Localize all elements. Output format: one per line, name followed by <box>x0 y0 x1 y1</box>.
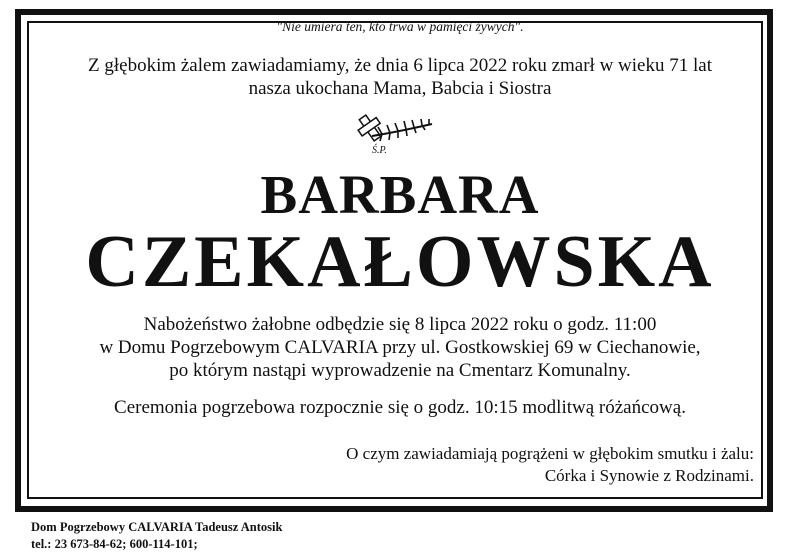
announcement-intro <box>0 54 800 100</box>
deceased-first-name: BARBARA <box>260 164 540 225</box>
funeral-home-phone: tel.: 23 673-84-62; 600-114-101; <box>31 537 198 551</box>
intro-line-2: nasza ukochana Mama, Babcia i Siostra <box>248 78 552 99</box>
service-line-3: po którym nastąpi wyprowadzenie na Cmentarz Komunalny. <box>169 360 631 381</box>
service-line-2: w Domu Pogrzebowym CALVARIA przy ul. Gostkowskiej 69 w Ciechanowie, <box>99 337 701 358</box>
funeral-home-footer <box>31 519 282 553</box>
deceased-surname: CZEKAŁOWSKA <box>85 221 715 303</box>
service-details <box>0 313 800 382</box>
cross-emblem <box>352 114 442 160</box>
closing-line-1: O czym zawiadamiają pogrążeni w głębokim smutku i żalu: <box>346 444 754 463</box>
closing-line-2: Córka i Synowie z Rodzinami. <box>544 466 754 485</box>
service-line-1: Nabożeństwo żałobne odbędzie się 8 lipca 2022 roku o godz. 11:00 <box>143 314 657 335</box>
cross-with-palm-branch-icon <box>352 114 442 146</box>
closing-signature <box>346 443 754 487</box>
funeral-home-name: Dom Pogrzebowy CALVARIA Tadeusz Antosik <box>31 520 283 534</box>
emblem-caption: Ś.P. <box>372 145 387 156</box>
ceremony-info: Ceremonia pogrzebowa rozpocznie się o godz. 10:15 modlitwą różańcową. <box>114 397 686 418</box>
memorial-motto: "Nie umiera ten, kto trwa w pamięci żywych". <box>276 19 524 34</box>
intro-line-1: Z głębokim żalem zawiadamiamy, że dnia 6 lipca 2022 roku zmarł w wieku 71 lat <box>88 55 712 76</box>
